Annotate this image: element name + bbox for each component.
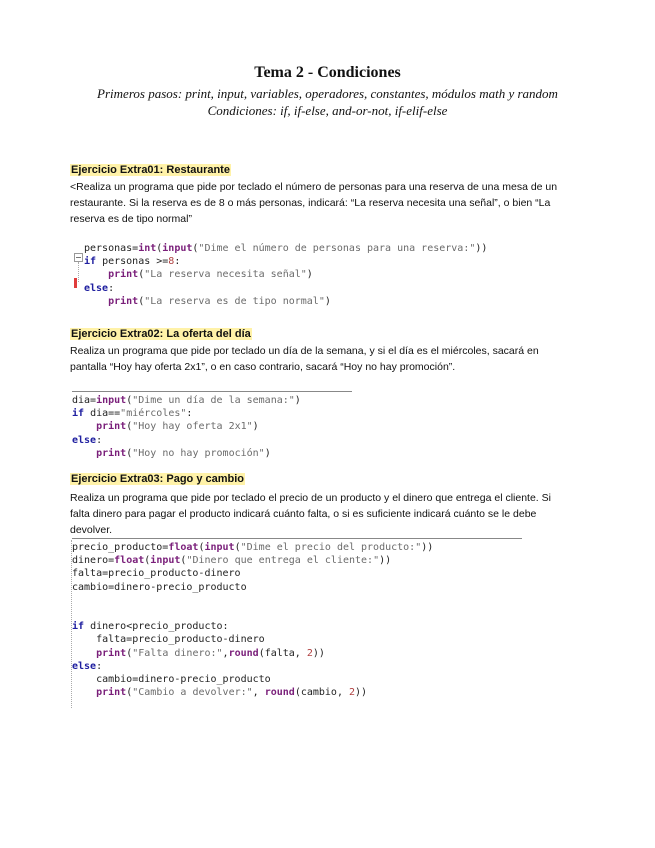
code-line: else: bbox=[84, 282, 115, 294]
code-line: print("Falta dinero:",round(falta, 2)) bbox=[96, 647, 325, 659]
code-line: personas=int(input("Dime el número de personas para una reserva:")) bbox=[84, 243, 488, 254]
exercise-1-heading bbox=[70, 163, 231, 177]
exercise-2-heading bbox=[70, 327, 252, 341]
exercise-1-body: <Realiza un programa que pide por teclado el número de personas para una reserva de una mesa de un restaurante. Si la reserva es de 8 o más personas, indicará: “La reserva necesita una señal”, o bien “La reserva es de tipo normal” bbox=[70, 181, 558, 226]
exercise-3-heading-text: Ejercicio Extra03: Pago y cambio bbox=[71, 473, 245, 485]
code-line: print("Cambio a devolver:", round(cambio, 2)) bbox=[96, 687, 368, 699]
code-line: if personas >=8: bbox=[84, 256, 181, 268]
code-line: print("La reserva es de tipo normal") bbox=[108, 295, 331, 307]
exercise-2-body: Realiza un programa que pide por teclado un día de la semana, y si el día es el miércoles, sacará en pantalla “Hoy hay oferta 2x1”, o en caso contrario, sacará “Hoy no hay promoción”. bbox=[70, 345, 539, 374]
exercise-1-code bbox=[84, 242, 487, 308]
code-line: cambio=dinero-precio_producto bbox=[72, 581, 247, 593]
code-line: precio_producto=float(input("Dime el precio del producto:")) bbox=[72, 542, 434, 553]
code-line: else: bbox=[72, 434, 103, 446]
exercise-1-heading-text: Ejercicio Extra01: Restaurante bbox=[71, 164, 230, 176]
code-line: dia=input("Dime un día de la semana:") bbox=[72, 395, 301, 406]
fold-guide bbox=[78, 262, 79, 282]
code-line: if dia=="miércoles": bbox=[72, 408, 193, 420]
code-line: if dinero<precio_producto: bbox=[72, 621, 229, 633]
code-line: cambio=dinero-precio_producto bbox=[72, 673, 271, 685]
exercise-3-code bbox=[72, 541, 433, 699]
code-line bbox=[72, 594, 433, 607]
code-line bbox=[72, 607, 433, 620]
exercise-2-code bbox=[72, 394, 301, 460]
exercise-2-heading-text: Ejercicio Extra02: La oferta del día bbox=[71, 328, 251, 340]
code-line: falta=precio_producto-dinero bbox=[72, 634, 265, 646]
code-divider bbox=[72, 538, 522, 539]
code-line: print("Hoy hay oferta 2x1") bbox=[96, 421, 259, 433]
fold-toggle-icon bbox=[74, 253, 83, 262]
code-line: else: bbox=[72, 660, 103, 672]
code-line: print("La reserva necesita señal") bbox=[108, 269, 313, 281]
page-title: Tema 2 - Condiciones bbox=[254, 64, 401, 81]
page-subtitle-1: Primeros pasos: print, input, variables, operadores, constantes, módulos math y random bbox=[97, 86, 558, 101]
exercise-3-body: Realiza un programa que pide por teclado el precio de un producto y el dinero que entrega el cliente. Si falta dinero para pagar el producto indicará cuánto falta, o si es suficiente indicará cuánto se le debe devolver. bbox=[70, 492, 551, 537]
breakpoint-marker bbox=[74, 278, 77, 288]
page-subtitle-2: Condiciones: if, if-else, and-or-not, if-elif-else bbox=[207, 103, 448, 118]
code-line: dinero=float(input("Dinero que entrega el cliente:")) bbox=[72, 555, 392, 567]
code-divider bbox=[72, 391, 352, 392]
exercise-3-heading bbox=[70, 472, 245, 486]
code-line: falta=precio_producto-dinero bbox=[72, 568, 241, 580]
code-line: print("Hoy no hay promoción") bbox=[96, 447, 271, 459]
